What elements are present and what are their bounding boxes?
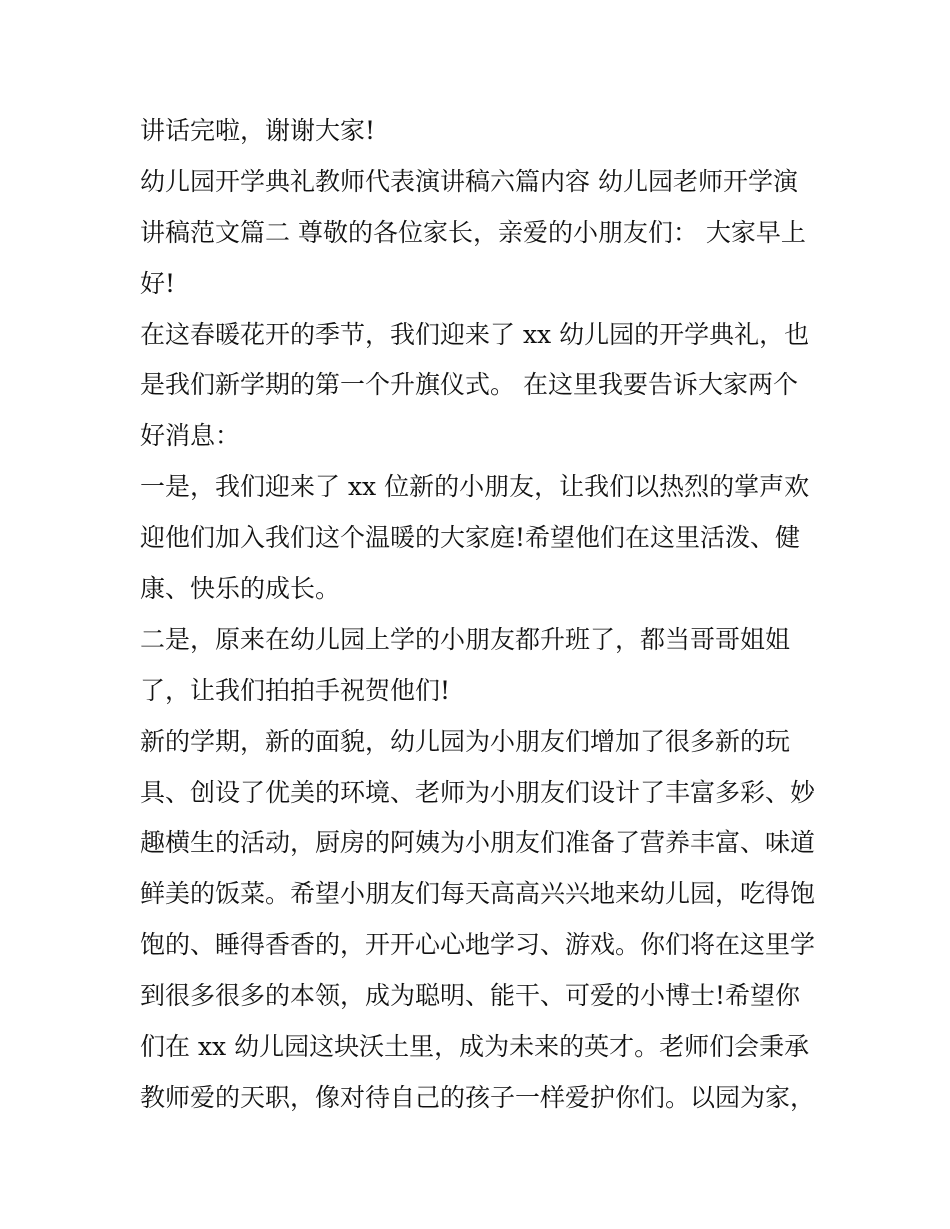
text-line: 们在 xx 幼儿园这块沃土里，成为未来的英才。老师们会秉承 (140, 1032, 810, 1062)
text-line: 了，让我们拍拍手祝贺他们! (140, 675, 451, 705)
text-line: 是我们新学期的第一个升旗仪式。 在这里我要告诉大家两个 (140, 370, 798, 400)
text-line: 趣横生的活动，厨房的阿姨为小朋友们准备了营养丰富、味道 (140, 828, 816, 858)
text-line: 二是，原来在幼儿园上学的小朋友都升班了，都当哥哥姐姐 (140, 624, 791, 654)
text-line: 教师爱的天职，像对待自己的孩子一样爱护你们。以园为家， (140, 1082, 816, 1112)
text-line: 讲稿范文篇二 尊敬的各位家长，亲爱的小朋友们： 大家早上 (140, 217, 806, 247)
document-body (140, 106, 820, 1124)
text-line: 一是，我们迎来了 xx 位新的小朋友，让我们以热烈的掌声欢 (140, 472, 810, 502)
text-line: 具、创设了优美的环境、老师为小朋友们设计了丰富多彩、妙 (140, 777, 816, 807)
text-line: 鲜美的饭菜。希望小朋友们每天高高兴兴地来幼儿园，吃得饱 (140, 879, 816, 909)
text-line: 在这春暖花开的季节，我们迎来了 xx 幼儿园的开学典礼，也 (140, 319, 810, 349)
text-line: 幼儿园开学典礼教师代表演讲稿六篇内容 幼儿园老师开学演 (140, 166, 798, 196)
text-line: 到很多很多的本领，成为聪明、能干、可爱的小博士!希望你 (140, 981, 801, 1011)
text-line: 饱的、睡得香香的，开开心心地学习、游戏。你们将在这里学 (140, 930, 816, 960)
text-line: 好! (140, 268, 176, 298)
text-line: 好消息： (140, 421, 241, 451)
text-line: 康、快乐的成长。 (140, 574, 341, 604)
text-line: 迎他们加入我们这个温暖的大家庭!希望他们在这里活泼、健 (140, 523, 801, 553)
text-line: 新的学期，新的面貌，幼儿园为小朋友们增加了很多新的玩 (140, 726, 791, 756)
text-line: 讲话完啦，谢谢大家! (140, 116, 376, 145)
